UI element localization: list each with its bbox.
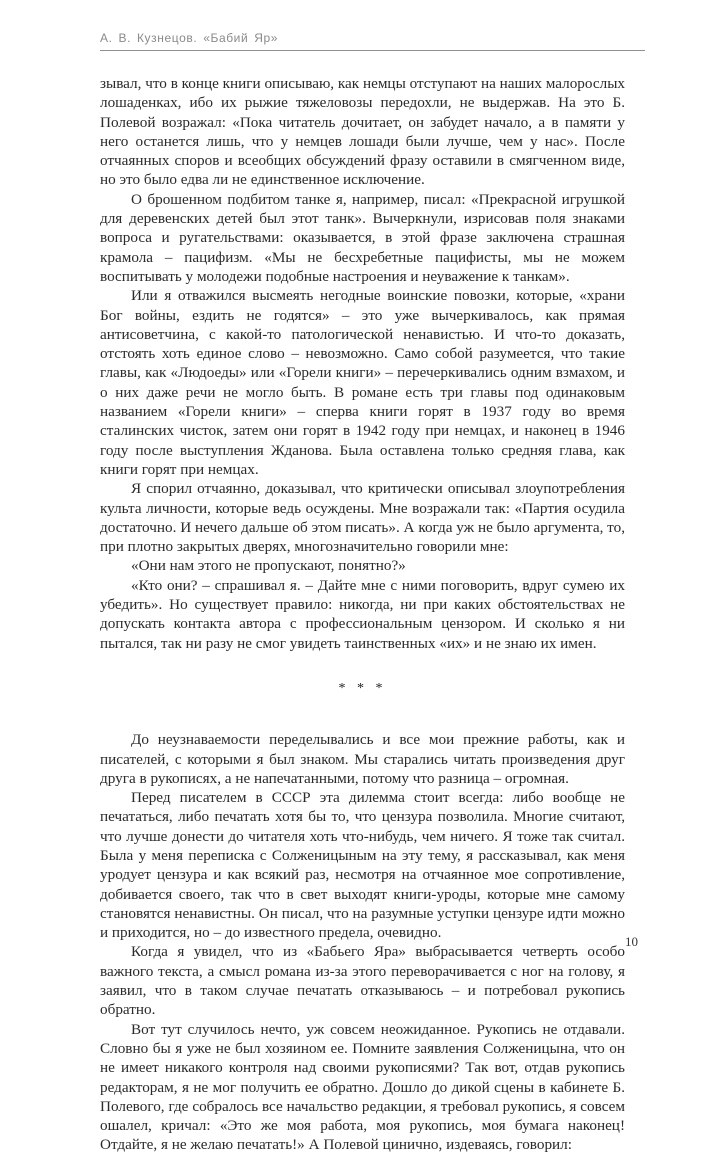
quote-paragraph: «Они нам этого не пропускают, понятно?» <box>131 557 406 575</box>
section-separator: * * * <box>338 680 387 696</box>
paragraph: Я спорил отчаянно, доказывал, что критически описывал злоупотребления культа личности, которые ведь осуждены. Мне возражали так: «Партия осудила достаточно. И нечего дальше об этом писать». А когда уж не было аргумента, то, при плотно закрытых дверях, многозначительно говорили мне: <box>100 480 625 556</box>
body-text <box>100 74 625 1155</box>
paragraph: Перед писателем в СССР эта дилемма стоит всегда: либо вообще не печататься, либо печатать хотя бы то, что цензура позволила. Многие считают, что лучше донести до читателя хоть что-нибудь, чем ничего. Я тоже так считал. Была у меня переписка с Солженицыным на эту тему, я рассказывал, как меня уродует цензура и как всякий раз, несмотря на отчаянное мое сопротивление, добивается своего, так что в свет выходят книги-уроды, которые мне самому становятся ненавистны. Он писал, что на разумные уступки цензуре идти можно и приходится, но – до известного предела, очевидно. <box>100 789 625 942</box>
paragraph: Или я отважился высмеять негодные воинские повозки, которые, «храни Бог войны, ездить не годятся» – это уже вычеркивалось, как прямая антисоветчина, с какой-то патологической ненавистью. И что-то доказать, отстоять хоть единое слово – невозможно. Само собой разумеется, что такие главы, как «Людоеды» или «Горели книги» – перечеркивались одним взмахом, и о них даже речи не могло быть. В романе есть три главы под одинаковым названием «Горели книги» – сперва книги горят в 1937 году во время сталинских чисток, затем они горят в 1942 году при немцах, и наконец в 1946 году после выступления Жданова. Была оставлена только средняя глава, как книги горят при немцах. <box>100 287 625 478</box>
paragraph: Вот тут случилось нечто, уж совсем неожиданное. Рукопись не отдавали. Словно бы я уже не был хозяином ее. Помните заявления Солженицына, что он не имеет никакого контроля над своими рукописями? Так вот, отдав рукопись редакторам, я не мог получить ее обратно. Дошло до дикой сцены в кабинете Б. Полевого, где собралось все начальство редакции, я требовал рукопись, я совсем ошалел, кричал: «Это же моя работа, моя рукопись, моя бумага наконец! Отдайте, я не желаю печатать!» А Полевой цинично, издеваясь, говорил: <box>100 1020 625 1154</box>
paragraph: О брошенном подбитом танке я, например, писал: «Прекрасной игрушкой для деревенских детей был этот танк». Вычеркнули, изрисовав поля знаками вопроса и ругательствами: оказывается, в этой фразе заключена страшная крамола – пацифизм. «Мы не бесхребетные пацифисты, мы не можем воспитывать у молодежи подобные настроения и неуважение к танкам». <box>100 190 625 285</box>
paragraph: «Кто они? – спрашивал я. – Дайте мне с ними поговорить, вдруг сумею их убедить». Но существует правило: никогда, ни при каких обстоятельствах не допускать контакта автора с профессиональным цензором. И сколько я ни пытался, так ни разу не смог увидеть таинственных «их» и не знаю их имен. <box>100 576 625 652</box>
page-number: 10 <box>625 934 638 949</box>
paragraph: зывал, что в конце книги описываю, как немцы отступают на наших малорослых лошаденках, ибо их рыжие тяжеловозы передохли, не выдержав. На это Б. Полевой возражал: «Пока читатель дочитает, он забудет начало, а в памяти у него останется лишь, что у немцев лошади были лучше, чем у нас». После отчаянных споров и всеобщих обсуждений фразу оставили в смягченном виде, но это было едва ли не единственное исключение. <box>100 75 625 189</box>
running-head: А. В. Кузнецов. «Бабий Яр» <box>100 31 279 45</box>
paragraph: До неузнаваемости переделывались и все мои прежние работы, как и писателей, с которыми я был знаком. Мы старались читать произведения друг друга в рукописях, а не напечатанными, потому что разница – огромная. <box>100 731 625 787</box>
header-rule <box>100 50 645 51</box>
paragraph: Когда я увидел, что из «Бабьего Яра» выбрасывается четверть особо важного текста, а смысл романа из-за этого переворачивается с ног на голову, я заявил, что в таком случае печатать отказываюсь – и потребовал рукопись обратно. <box>100 943 625 1019</box>
